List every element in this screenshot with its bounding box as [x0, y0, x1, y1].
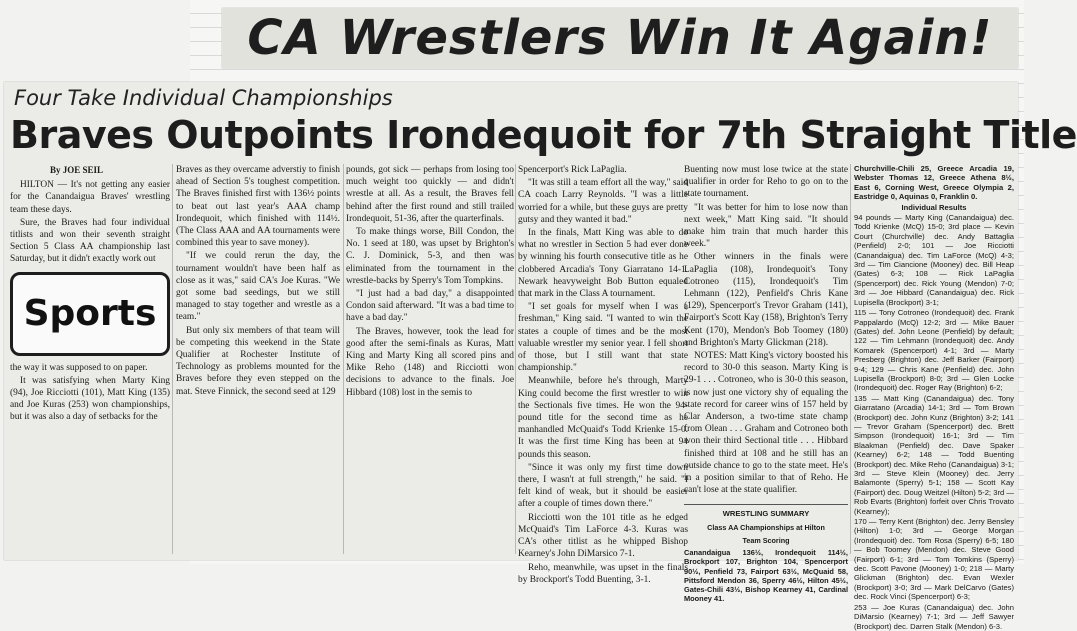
byline: By JOE SEIL: [50, 165, 104, 175]
paragraph: Braves as they overcame adverstiy to finish ahead of Section 5's toughest competition. The Braves finished first with 136½ points to beat out last year's AAA champ Irondequoit, which finished with 114½. (The Class AAA and AA tournaments were combined this year to save money).: [176, 165, 340, 249]
column-rule: [850, 164, 851, 554]
paragraph: Spencerport's Rick LaPaglia.: [518, 165, 627, 175]
article-clipping: [4, 82, 1077, 631]
article-column-5: [684, 164, 848, 604]
paragraph: Sure, the Braves had four individual titlists and won their seventh straight Section 5 Class AA championship last Saturday, but it didn't exactly work out: [10, 217, 170, 265]
paragraph: Other winners in the finals were LaPaglia (108), Irondequoit's Tony Cotroneo (115), Irondequoit's Tim Lehmann (122), Penfield's Chris Kane (129), Spencerport's Trevor Graham (141), Fairport's Scott Kay (158), Brighton's Terry Kent (170), Mendon's Bob Toomey (180) and Brighton's Marty Glickman (218).: [684, 252, 848, 348]
wrestling-summary: [684, 504, 848, 603]
results-column: [854, 164, 1014, 631]
individual-results-title: Individual Results: [901, 202, 967, 212]
sports-logo-box: [10, 272, 170, 356]
paragraph: the way it was supposed to on paper.: [10, 362, 148, 373]
results-paragraph: 135 — Matt King (Canandaigua) dec. Tony Giarratano (Arcadia) 14-1; 3rd — Tom Brown (Brockport) dec. John Kunz (Brighton) 3-2; 141 — Trevor Graham (Spencerport) dec. Brett Simpson (Irondequoit) 16-1; 3rd — Tim Blaakman (Penfield) dec. Dave Spaker (Kearney) 6-2; 148 — Todd Buenting (Brockport) dec. Mike Reho (Canandaigua) 3-1; 3rd — Steve Klein (Mooney) dec. Jerry Balamonte (Sperry) 5-1; 158 — Scott Kay (Fairport) dec. Doug Weitzel (Hilton) 5-2; 3rd — Rob Evarts (Brighton) forfeit over Chris Trovato (Kearney);: [854, 393, 1014, 516]
banner-clipping: [222, 8, 1018, 68]
paragraph: Buenting now must lose twice at the state qualifier in order for Reho to go on to the state tournament.: [684, 165, 848, 200]
results-paragraph: 170 — Terry Kent (Brighton) dec. Jerry Bensley (Hilton) 1-0; 3rd — George Morgan (Irondequoit) dec. Tom Rosa (Sperry) 6-5; 180 — Bob Toomey (Mendon) dec. Steve Good (Fairport) 6-1; 3rd — Tom Tomkins (Sperry) dec. Scott Pavone (Mooney) 1-0; 218 — Marty Glickman (Brighton) dec. Evan Wexler (Brockport) 3-0; 3rd — Mark DelCarvo (Gates) dec. Rock Vinci (Spencerport) 6-3;: [854, 517, 1014, 602]
results-paragraph: 253 — Joe Kuras (Canandaigua) dec. John DiMarsio (Kearney) 7-1; 3rd — Jeff Sawyer (Brockport) dec. Darren Stalk (Mendon) 6-3.: [854, 602, 1014, 631]
paragraph: HILTON — It's not getting any easier for the Canandaigua Braves' wrestling team these days.: [10, 180, 170, 215]
paragraph: NOTES: Matt King's victory boosted his record to 30-0 this season. Marty King is 29-1 . . . Cotroneo, who is 30-0 this season, is now just one victory shy of equaling the state record for career wins of 157 held by Clar Anderson, a two-time state champ from Olean . . . Graham and Cotroneo both won their third Sectional title . . . Hibbard finished third at 108 and he still has an outside chance to go to the state meet. He's in a position similar to that of Reho. He can't lose at the state qualifier.: [684, 351, 848, 496]
column-rule: [343, 164, 344, 554]
paragraph: "If we could rerun the day, the tournament wouldn't have been half as close as it was," said CA's Joe Kuras. "We got some bad seedings, but we still managed to stay together and wrestle as a team.": [176, 251, 340, 323]
paragraph: "It was better for him to lose now than next week," Matt King said. "It should make him train that much harder this week.": [684, 202, 848, 250]
paragraph: "I set goals for myself when I was a freshman," King said. "I wanted to win the states a couple of times and be the most valuable wrestler my senior year. I fell short of those, but I still want that state championship.": [518, 302, 688, 374]
results-paragraph: 94 pounds — Marty King (Canandaigua) dec. Todd Krienke (McQ) 15-0; 3rd place — Kevin Court (Churchville) dec. Andy Battaglia (Penfield) 2-0; 101 — Joe Ricciotti (Canandaigua) dec. Tim LaForce (McQ) 4-3; 3rd — Tim Ciancione (Mooney) dec. Bill Heap (Gates) 6-3; 108 — Rick LaPaglia (Spencerport) dec. Rick Young (Mendon) 7-0; 3rd — Joe Hibbard (Canandaigua) dec. Rick Lupisella (Brockport) 3-1;: [854, 213, 1014, 307]
article-column-1: [10, 164, 170, 556]
article-headline: Braves Outpoints Irondequoit for 7th Straight Title: [10, 113, 1077, 157]
paragraph: Ricciotti won the 101 title as he edged McQuaid's Tim LaForce 4-3. Kuras was CA's other titlist as he whipped Bishop Kearney's John DiMarsico 7-1.: [518, 512, 688, 560]
summary-title: WRESTLING SUMMARY: [722, 509, 810, 519]
banner-headline: CA Wrestlers Win It Again!: [247, 10, 993, 66]
team-scoring-title: Team Scoring: [742, 535, 790, 545]
paragraph: In the finals, Matt King was able to do what no wrestler in Section 5 had ever done by winning his fourth consecutive title as he clobbered Arcadia's Tony Giarratano 14-1. Newark heavyweight Bob Button equaled that mark in the Class A tournament.: [518, 228, 688, 300]
paragraph: pounds, got sick — perhaps from losing too much weight too quickly — and didn't wrestle at all. As a result, the Braves fell behind after the first round and still trailed Irondequoit, 51-36, after the quarterfinals.: [346, 165, 514, 224]
article-column-4: [518, 164, 688, 585]
paragraph: But only six members of that team will be competing this weekend in the State Qualifier at Rochester Institute of Technology as problems mounted for the Braves before they even stepped on the mat. Steve Finnick, the second seed at 129: [176, 325, 340, 397]
article-kicker: Four Take Individual Championships: [14, 86, 393, 110]
summary-subtitle: Class AA Championships at Hilton: [707, 522, 825, 532]
paragraph: Reho, meanwhile, was upset in the finals by Brockport's Todd Buenting, 3-1.: [518, 562, 688, 585]
paragraph: To make things worse, Bill Condon, the No. 1 seed at 180, was upset by Brighton's C. J. Dominick, 5-3, and then was eliminated from the tournament in the wrestle-backs by Sperry's Tom Tompkins.: [346, 227, 514, 286]
column-rule: [515, 164, 516, 554]
paragraph: The Braves, however, took the lead for good after the semi-finals as Kuras, Matt King and Marty King all scored pins and Mike Reho (148) and Ricciotti won decisions to advance to the finals. Joe Hibbard (108) lost in the semis to: [346, 326, 514, 398]
paragraph: "Since it was only my first time down there, I wasn't at full strength," he said. "I felt kind of weak, but it should be easier after a couple of times down there.": [518, 462, 688, 510]
paragraph: Meanwhile, before he's through, Marty King could become the first wrestler to win the Sectionals five times. He won the 94-pound title for the second time as he manhandled McQuaid's Todd Krienke 15-0. It was the first time King has been at 94 pounds this season.: [518, 376, 688, 460]
article-column-2: [176, 164, 340, 556]
paragraph: "It was still a team effort all the way," said CA coach Larry Reynolds. "I was a little worried for a while, but these guys are pretty gutsy and they wanted it bad.": [518, 178, 688, 225]
article-column-3: [346, 164, 514, 556]
column-rule: [172, 164, 173, 554]
team-scoring-continued: Churchville-Chili 25, Greece Arcadia 19, Webster Thomas 12, Greece Athena 8½, East 6, Corning West, Greece Olympia 2, Eastridge 0, Aquinas 0, Franklin 0.: [854, 164, 1014, 202]
results-paragraph: 115 — Tony Cotroneo (Irondequoit) dec. Frank Pappalardo (McQ) 12-2; 3rd — Mike Bauer (Gates) def. John Leone (Penfield) by default; 122 — Tim Lehmann (Irondequoit) dec. Andy Komarek (Spencerport) 4-1; 3rd — Marty Presberg (Brighton) dec. Jeff Barker (Fairport) 9-4; 129 — Chris Kane (Penfield) dec. John Lupisella (Brockport) 8-0; 3rd — Glen Locke (Irondequoit) dec. Roger Ray (Brighton) 6-2;: [854, 308, 1014, 393]
paragraph: "I just had a bad day," a disappointed Condon said afterward. "It was a bad time to have a bad day.": [346, 289, 514, 324]
team-scoring-text: Canandaigua 136½, Irondequoit 114½, Brockport 107, Brighton 104, Spencerport 90½, Penfield 73, Fairport 63½, McQuaid 58, Pittsford Mendon 36, Sperry 46½, Hilton 45½, Gates-Chili 43½, Bishop Kearney 41, Cardinal Mooney 41.: [684, 548, 848, 604]
sports-logo: Sports: [23, 292, 157, 334]
paragraph: It was satisfying when Marty King (94), Joe Ricciotti (101), Matt King (135) and Joe Kuras (253) won championships, but it was also a day of setbacks for the: [10, 375, 170, 423]
